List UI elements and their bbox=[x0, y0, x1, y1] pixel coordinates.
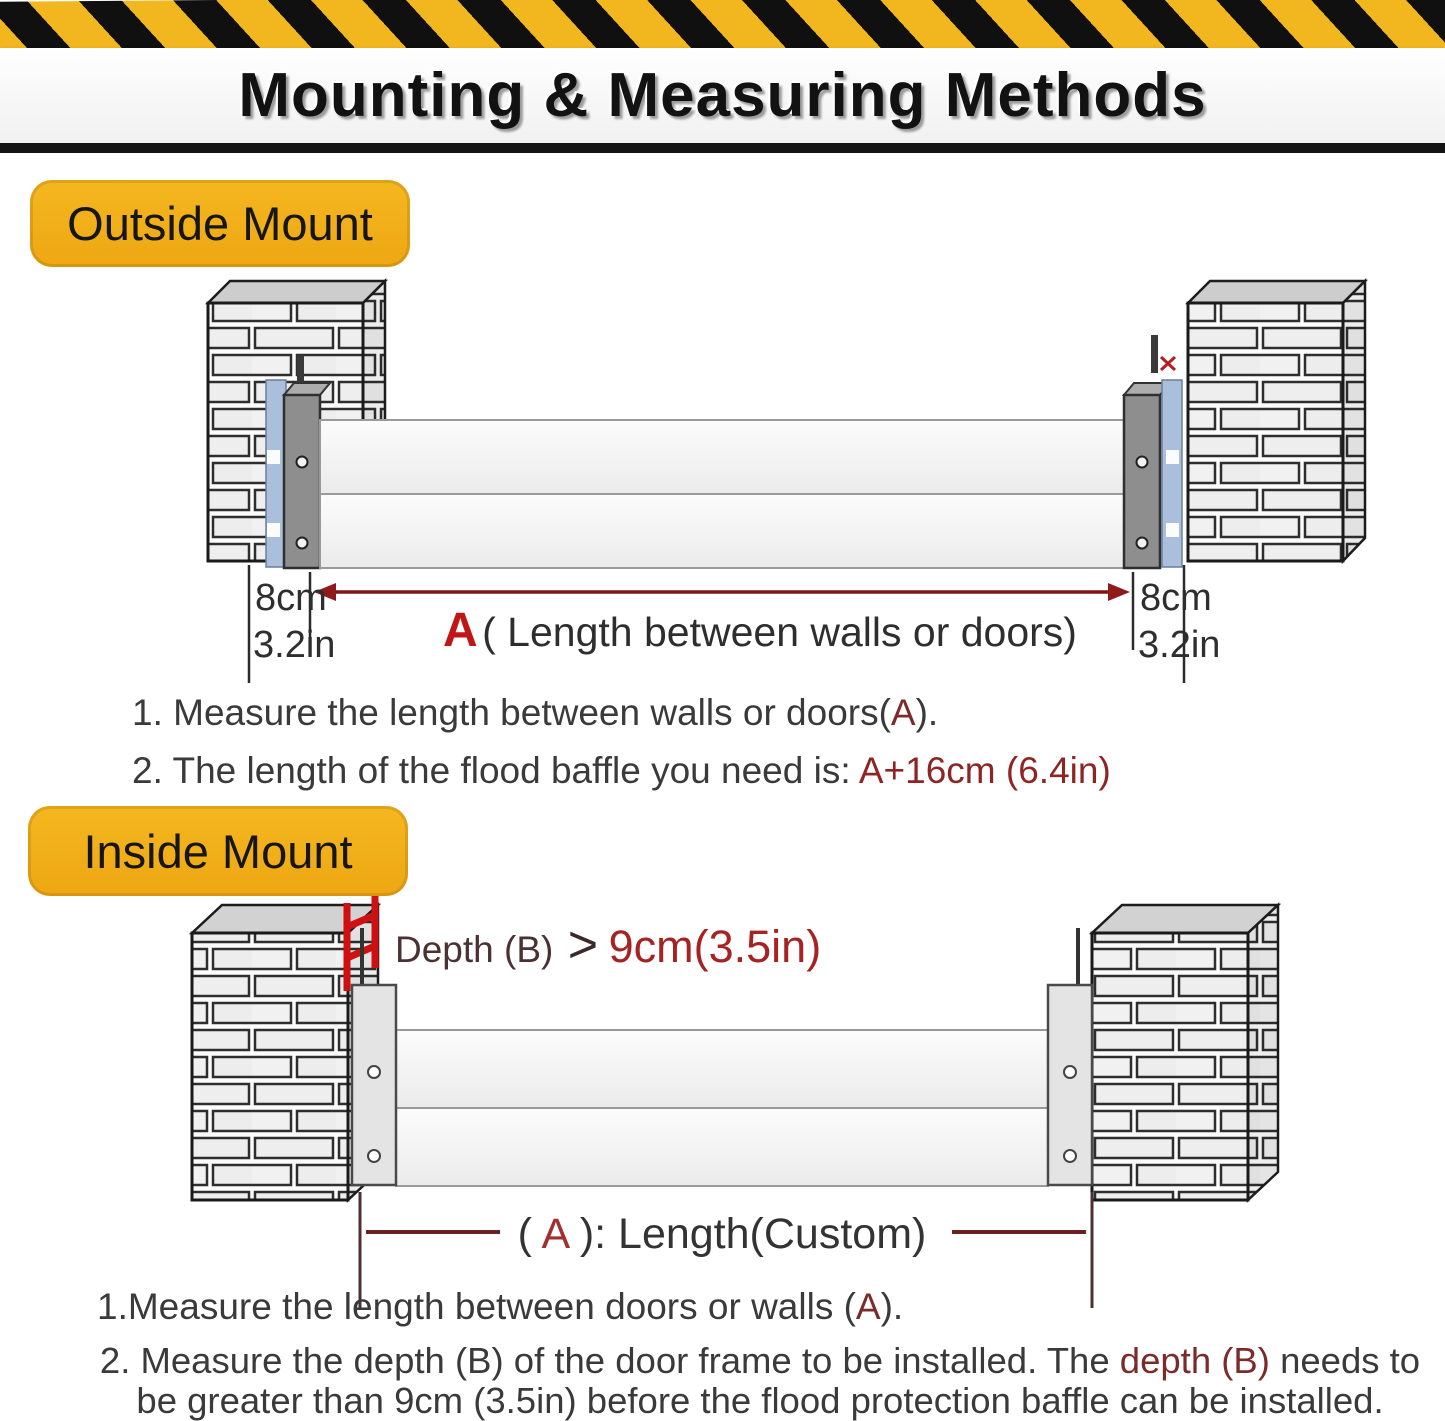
inside-length-label: ( A ): Length(Custom) bbox=[517, 1210, 927, 1258]
outside-step-2: 2. The length of the flood baffle you need is: A+16cm (6.4in) bbox=[132, 750, 1111, 791]
depth-b-label: Depth (B) > 9cm(3.5in) bbox=[395, 916, 822, 974]
letter-a-ref: A bbox=[855, 1286, 881, 1327]
inside-step-2: 2. Measure the depth (B) of the door frame to be installed. The depth (B) needs to be greater than 9cm (3.5in) before the flood protection baffle can be installed. bbox=[99, 1340, 1421, 1421]
inside-barrier-panels bbox=[396, 1030, 1048, 1186]
outside-span-label: A ( Length between walls or doors) bbox=[443, 604, 1077, 657]
outside-mount-diagram bbox=[0, 260, 1445, 690]
divider-bar bbox=[0, 143, 1445, 153]
outside-barrier-panels bbox=[320, 420, 1124, 568]
outside-step-1: 1. Measure the length between walls or doors(A). bbox=[132, 692, 939, 733]
outside-mount-badge-label: Outside Mount bbox=[67, 197, 373, 250]
inside-right-pillar bbox=[1092, 905, 1278, 1200]
screw-marker-icon bbox=[1161, 357, 1175, 370]
outside-span-arrow bbox=[314, 583, 1130, 601]
inside-mount-diagram bbox=[0, 880, 1445, 1320]
outside-left-offset-in: 3.2in bbox=[253, 624, 336, 666]
depth-b-ref: depth (B) bbox=[1119, 1340, 1270, 1381]
formula-ref: A+16cm (6.4in) bbox=[858, 750, 1111, 791]
inside-mount-badge bbox=[28, 806, 408, 896]
title-banner bbox=[0, 48, 1445, 143]
outside-right-offset-cm: 8cm bbox=[1140, 577, 1212, 619]
outside-right-pillar bbox=[1188, 281, 1365, 561]
letter-a-ref: A bbox=[890, 692, 916, 733]
outside-mount-steps bbox=[132, 694, 1111, 789]
inside-mount-badge-label: Inside Mount bbox=[83, 824, 353, 878]
inside-step-1: 1.Measure the length between doors or walls (A). bbox=[97, 1286, 904, 1327]
inside-right-channel bbox=[1048, 928, 1092, 1185]
outside-right-seal-strip bbox=[1161, 357, 1182, 567]
page-title: Mounting & Measuring Methods bbox=[238, 61, 1207, 130]
outside-right-offset-in: 3.2in bbox=[1138, 624, 1221, 666]
outside-left-offset-cm: 8cm bbox=[255, 577, 327, 619]
outside-mount-badge bbox=[30, 180, 410, 267]
